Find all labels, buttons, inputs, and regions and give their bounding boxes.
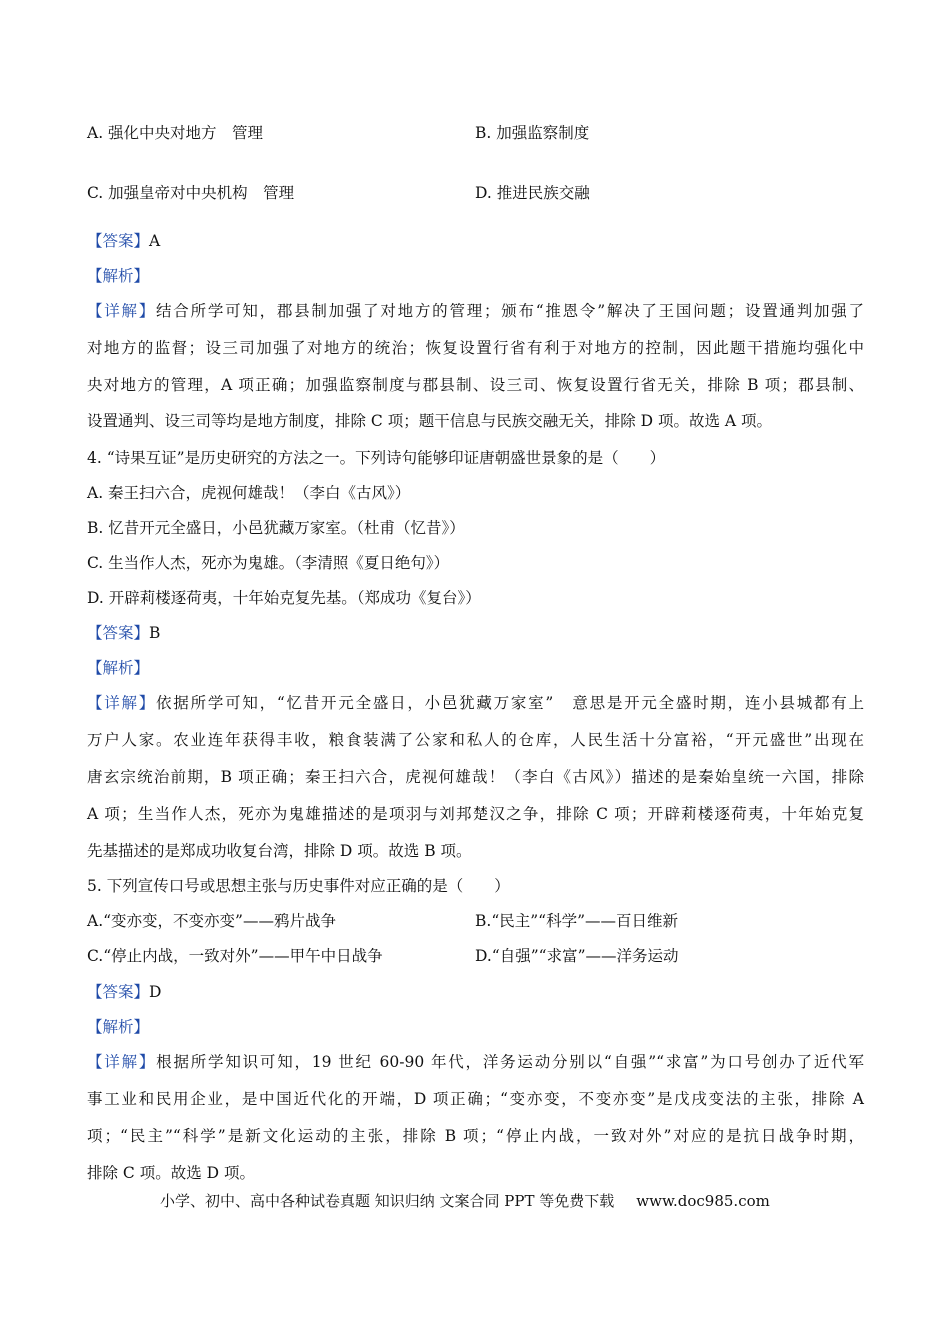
q3-detail-line-4: 设置通判、设三司等均是地方制度，排除 C 项；题干信息与民族交融无关，排除 D 项。故选 A 项。 xyxy=(87,412,773,430)
footer-text: 小学、初中、高中各种试卷真题 知识归纳 文案合同 PPT 等免费下载 xyxy=(160,1192,615,1210)
q4-option-c: C. 生当作人杰，死亦为鬼雄。（李清照《夏日绝句》） xyxy=(87,554,450,572)
detail-label: 【详解】 xyxy=(87,694,157,712)
q3-answer xyxy=(87,230,160,252)
answer-value: A xyxy=(149,232,161,250)
q5-option-c: C.“停止内战，一致对外”——甲午中日战争 xyxy=(87,947,383,965)
q5-option-a: A.“变亦变，不变亦变”——鸦片战争 xyxy=(87,912,336,930)
q3-option-b: B. 加强监察制度 xyxy=(475,124,590,142)
footer-url[interactable]: www.doc985.com xyxy=(636,1192,770,1210)
q4-detail-line-1 xyxy=(87,692,864,714)
q5-detail-line-4: 排除 C 项。故选 D 项。 xyxy=(87,1164,255,1182)
q3-option-d: D. 推进民族交融 xyxy=(475,184,590,202)
q4-detail-line-3: 唐玄宗统治前期，B 项正确；秦王扫六合，虎视何雄哉！（李白《古风》）描述的是秦始皇统一六国，排除 xyxy=(87,768,864,786)
answer-label: 【答案】 xyxy=(87,232,150,250)
q3-option-a: A. 强化中央对地方 管理 xyxy=(87,124,264,142)
detail-label: 【详解】 xyxy=(87,1053,157,1071)
q3-option-c: C. 加强皇帝对中央机构 管理 xyxy=(87,184,295,202)
q4-detail-line-4: A 项；生当作人杰，死亦为鬼雄描述的是项羽与刘邦楚汉之争，排除 C 项；开辟莉楼逐荷夷，十年始克复 xyxy=(87,805,864,823)
q3-detail-line-2: 对地方的监督；设三司加强了对地方的统治；恢复设置行省有利于对地方的控制，因此题干措施均强化中 xyxy=(87,339,864,357)
q4-option-a: A. 秦王扫六合，虎视何雄哉！（李白《古风》） xyxy=(87,484,411,502)
answer-value: B xyxy=(149,624,161,642)
q4-analysis-label: 【解析】 xyxy=(87,659,150,677)
answer-value: D xyxy=(149,983,162,1001)
q4-stem: 4. “诗果互证”是历史研究的方法之一。下列诗句能够印证唐朝盛世景象的是（ ） xyxy=(87,449,666,467)
q5-detail-line-3: 项；“民主”“科学”是新文化运动的主张，排除 B 项；“停止内战，一致对外”对应的是抗日战争时期， xyxy=(87,1127,864,1145)
answer-label: 【答案】 xyxy=(87,983,150,1001)
q5-answer xyxy=(87,981,161,1003)
page-footer xyxy=(160,1190,770,1211)
q3-detail-line-3: 央对地方的管理，A 项正确；加强监察制度与郡县制、设三司、恢复设置行省无关，排除 B 项；郡县制、 xyxy=(87,376,864,394)
answer-label: 【答案】 xyxy=(87,624,150,642)
detail-text: 依据所学可知，“忆昔开元全盛日，小邑犹藏万家室” 意思是开元全盛时期，连小县城都有上 xyxy=(156,694,864,712)
detail-label: 【详解】 xyxy=(87,302,157,320)
q5-stem: 5. 下列宣传口号或思想主张与历史事件对应正确的是（ ） xyxy=(87,877,510,895)
q4-detail-line-2: 万户人家。农业连年获得丰收，粮食装满了公家和私人的仓库，人民生活十分富裕，“开元盛世”出现在 xyxy=(87,731,864,749)
detail-text: 结合所学可知，郡县制加强了对地方的管理；颁布“推恩令”解决了王国问题；设置通判加强了 xyxy=(156,302,864,320)
q5-analysis-label: 【解析】 xyxy=(87,1018,150,1036)
q4-answer xyxy=(87,622,160,644)
q3-analysis-label: 【解析】 xyxy=(87,267,150,285)
q5-detail-line-1 xyxy=(87,1051,864,1073)
q5-option-b: B.“民主”“科学”——百日维新 xyxy=(475,912,679,930)
q5-option-d: D.“自强”“求富”——洋务运动 xyxy=(475,947,679,965)
q4-detail-line-5: 先基描述的是郑成功收复台湾，排除 D 项。故选 B 项。 xyxy=(87,842,472,860)
q5-detail-line-2: 事工业和民用企业，是中国近代化的开端，D 项正确；“变亦变，不变亦变”是戊戌变法的主张，排除 A xyxy=(87,1090,864,1108)
q4-option-b: B. 忆昔开元全盛日，小邑犹藏万家室。（杜甫（忆昔》） xyxy=(87,519,465,537)
detail-text: 根据所学知识可知，19 世纪 60-90 年代，洋务运动分别以“自强”“求富”为口号创办了近代军 xyxy=(156,1053,864,1071)
q3-detail-line-1 xyxy=(87,300,864,322)
q4-option-d: D. 开辟莉楼逐荷夷，十年始克复先基。（郑成功《复台》） xyxy=(87,589,481,607)
